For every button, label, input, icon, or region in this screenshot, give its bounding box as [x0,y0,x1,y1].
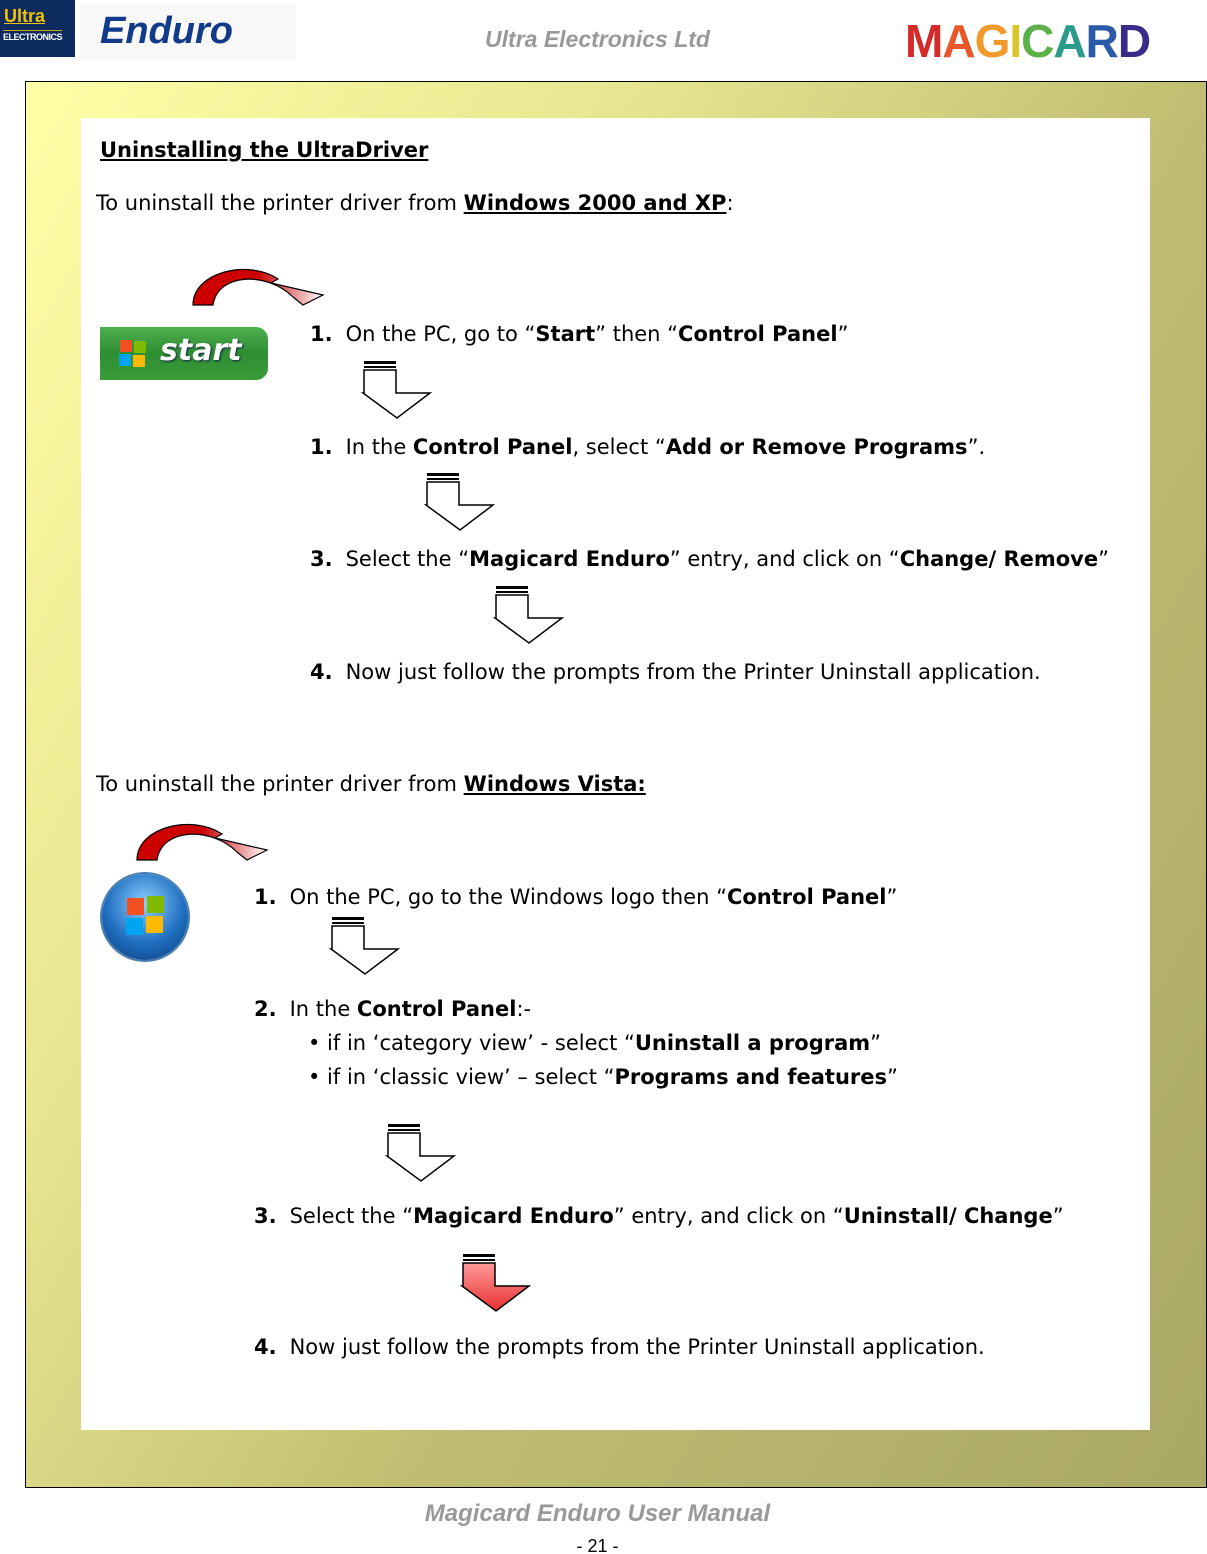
bold-text: Control Panel [726,885,887,909]
text: ” [886,885,898,909]
down-arrow-icon [462,1254,529,1311]
text: In the [289,997,357,1021]
xp-intro-text: To uninstall the printer driver from [96,191,464,215]
bold-text: Uninstall/ Change [843,1204,1053,1228]
enduro-logo: Enduro [80,3,296,59]
text: Now just follow the prompts from the Printer Uninstall application. [345,660,1041,684]
page-number: - 21 - [576,1536,619,1554]
text: On the PC, go to the Windows logo then “ [289,885,727,909]
company-name: Ultra Electronics Ltd [485,26,710,52]
text: :- [516,997,532,1021]
text: ” [870,1031,882,1055]
down-arrow-icon [426,473,493,530]
step-number: 1. [310,435,333,459]
text: ” [1098,547,1109,571]
footer-title: Magicard Enduro User Manual [424,1500,771,1527]
text: ” [837,322,849,346]
step-number: 1. [254,885,277,909]
step-number: 2. [254,997,277,1021]
text: • if in ‘category view’ - select “ [308,1031,635,1055]
bold-text: Start [535,322,596,346]
down-arrow-icon [363,361,430,418]
section-title: Uninstalling the UltraDriver [100,138,429,162]
down-arrow-icon [331,917,398,974]
text: , select “ [572,435,666,459]
text: ” [1052,1204,1064,1228]
text: ” [887,1065,898,1089]
down-arrow-icon [387,1124,454,1181]
bold-text: Control Panel [356,997,517,1021]
text: Select the “ [345,547,470,571]
bold-text: Uninstall a program [634,1031,871,1055]
text: In the [345,435,413,459]
bold-text: Control Panel [678,322,838,346]
text: Select the “ [289,1204,414,1228]
curved-arrow-icon [137,825,267,860]
start-label: start [160,333,242,368]
electronics-logo-text: ELECTRONICS [3,32,63,42]
colon: : [726,191,734,215]
step-number: 1. [310,322,333,346]
vista-os-name: Windows Vista: [463,772,646,796]
vista-intro-text: To uninstall the printer driver from [96,772,464,796]
curved-arrow-icon [193,270,323,305]
down-arrow-icon [495,586,562,643]
text: ” entry, and click on “ [613,1204,844,1228]
text: Now just follow the prompts from the Printer Uninstall application. [289,1335,985,1359]
step-number: 4. [310,660,333,684]
magicard-logo: MAGICARD [905,15,1151,67]
step-number: 3. [310,547,333,571]
bold-text: Change/ Remove [899,547,1099,571]
bold-text: Add or Remove Programs [665,435,968,459]
ultra-logo-text: Ultra [4,6,46,26]
bold-text: Control Panel [412,435,573,459]
text: ”. [967,435,986,459]
step-number: 4. [254,1335,277,1359]
step-number: 3. [254,1204,277,1228]
bold-text: Programs and features [614,1065,888,1089]
text: • if in ‘classic view’ – select “ [308,1065,615,1089]
text: On the PC, go to “ [345,322,536,346]
text: ” then “ [595,322,679,346]
xp-os-name: Windows 2000 and XP [463,191,727,215]
bold-text: Magicard Enduro [469,547,670,571]
text: ” entry, and click on “ [669,547,900,571]
bold-text: Magicard Enduro [413,1204,614,1228]
